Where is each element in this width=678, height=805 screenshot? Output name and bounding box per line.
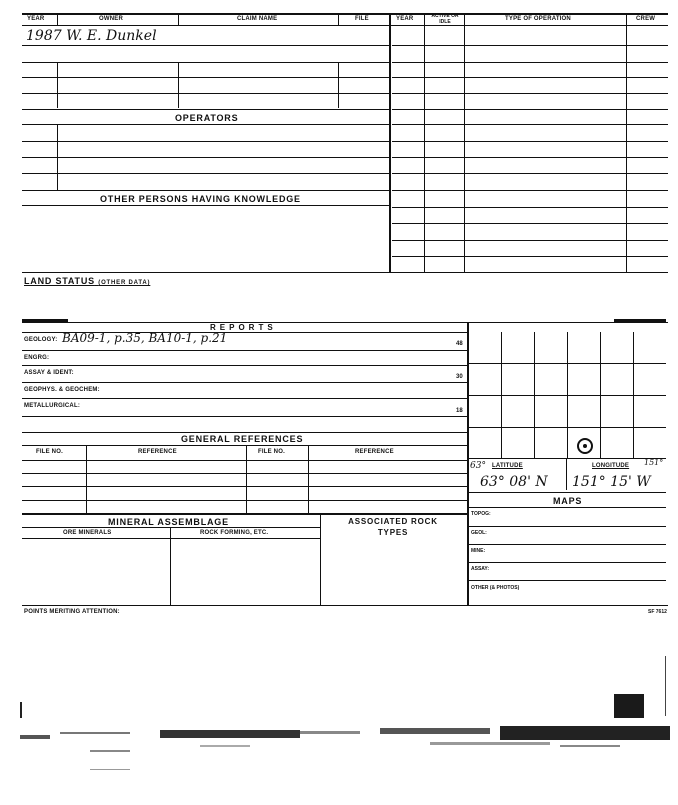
report-metallurgical-code: 18 [456,408,463,414]
header-crew: CREW [636,16,656,22]
maps-topog: TOPOG: [471,511,491,517]
ore-minerals-label: ORE MINERALS [63,530,112,536]
longitude-label: LONGITUDE [592,463,630,469]
mineral-assemblage-title: MINERAL ASSEMBLAGE [108,517,229,527]
lon-prefix: 151° [644,458,664,467]
associated-rock-types-label: ASSOCIATED ROCK TYPES [348,517,438,537]
ref-header-reference-2: REFERENCE [355,449,394,455]
header-active-idle: ACTIVE OR IDLE [431,13,459,25]
maps-other: OTHER (& PHOTOS) [471,585,520,591]
general-references-title: GENERAL REFERENCES [181,434,304,444]
header-claim-name: CLAIM NAME [237,16,278,22]
ref-header-reference-1: REFERENCE [138,449,177,455]
header-type-of-operation: TYPE OF OPERATION [505,16,571,22]
report-geology-code: 48 [456,341,463,347]
land-status-text: LAND STATUS [24,276,95,286]
header-file: FILE [355,16,369,22]
operators-title: OPERATORS [175,113,239,123]
header-year-2: YEAR [396,16,414,22]
rock-forming-label: ROCK FORMING, ETC. [200,530,269,536]
maps-assay: ASSAY: [471,566,490,572]
lat-prefix: 63° [470,461,486,471]
header-year: YEAR [27,16,45,22]
report-geophys-label: GEOPHYS. & GEOCHEM: [24,387,100,393]
form-code: SF 7612 [648,609,667,615]
ref-header-file-2: FILE NO. [258,449,285,455]
maps-geol: GEOL: [471,530,487,536]
location-marker-dot [583,444,587,448]
report-assay-label: ASSAY & IDENT: [24,370,74,376]
latitude-label: LATITUDE [492,463,523,469]
other-persons-title: OTHER PERSONS HAVING KNOWLEDGE [100,194,301,204]
points-meriting-attention: POINTS MERITING ATTENTION: [24,609,120,615]
land-status-sub: (OTHER DATA) [98,280,151,286]
longitude-value: 151° 15' W [572,474,651,490]
report-engrg-label: ENGRG: [24,355,50,361]
maps-title: MAPS [553,496,583,506]
maps-mine: MINE: [471,548,486,554]
report-assay-code: 30 [456,374,463,380]
latitude-value: 63° 08' N [480,474,548,490]
header-owner: OWNER [99,16,123,22]
land-status-label [24,276,150,286]
ref-header-file-1: FILE NO. [36,449,63,455]
report-geology-value: BA09-1, p.35, BA10-1, p.21 [62,331,228,345]
report-metallurgical-label: METALLURGICAL: [24,403,81,409]
report-geology-label: GEOLOGY: [24,337,58,343]
owner-entry: 1987 W. E. Dunkel [26,28,157,44]
reports-title: REPORTS [210,323,277,332]
